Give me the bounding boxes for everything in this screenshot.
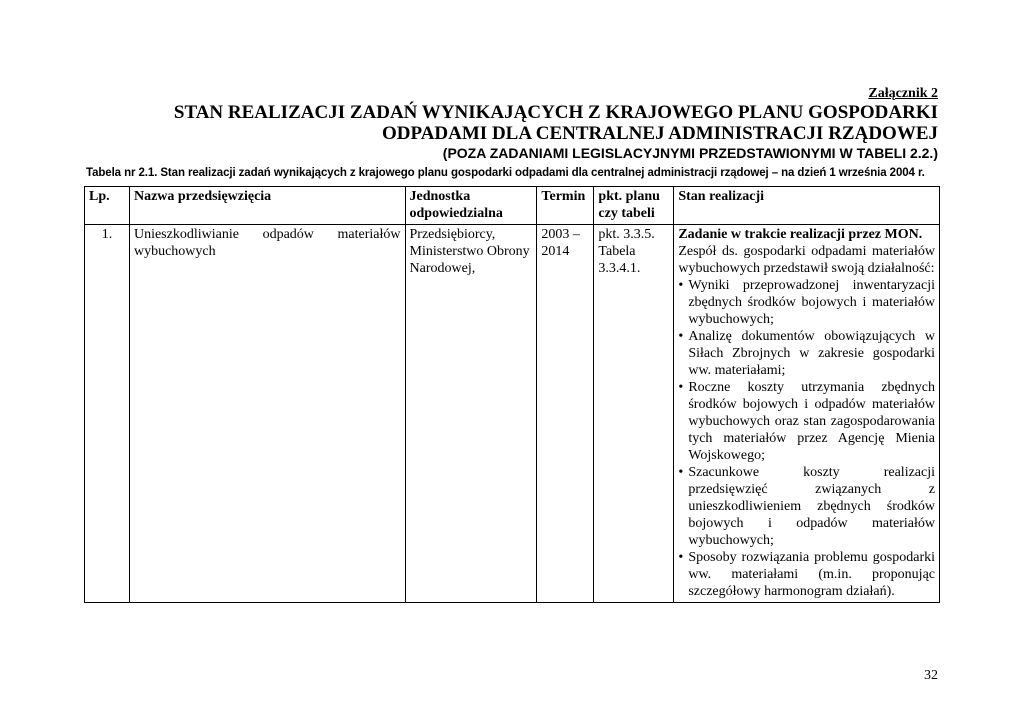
- status-table: [84, 186, 940, 603]
- attachment-label: Załącznik 2: [868, 86, 938, 101]
- cell-term: 2003 – 2014: [537, 225, 594, 603]
- column-header-name: Nazwa przedsięwzięcia: [129, 187, 405, 225]
- status-item-text: Roczne koszty utrzymania zbędnych środków bojowych i odpadów materiałów wybuchowych oraz stan zagospodarowania tych materiałów przez Agencję Mienia Wojskowego;: [688, 380, 935, 463]
- table-header-row: [85, 187, 940, 225]
- column-header-unit: Jednostka odpowiedzialna: [405, 187, 537, 225]
- column-header-lp: Lp.: [85, 187, 130, 225]
- status-item-text: Szacunkowe koszty realizacji przedsięwzięć związanych z unieszkodliwieniem zbędnych środków bojowych i odpadów materiałów wybuchowych;: [688, 465, 935, 548]
- cell-task-name: Unieszkodliwianie odpadów materiałów wybuchowych: [129, 225, 405, 603]
- bullet-icon: •: [678, 550, 684, 565]
- column-header-term: Termin: [537, 187, 594, 225]
- cell-responsible-unit: Przedsiębiorcy, Ministerstwo Obrony Narodowej,: [405, 225, 537, 603]
- bullet-icon: •: [678, 465, 684, 480]
- table-row: [85, 225, 940, 603]
- bullet-icon: •: [678, 380, 684, 395]
- column-header-status: Stan realizacji: [674, 187, 940, 225]
- status-list-item: [678, 379, 935, 464]
- status-item-text: Wyniki przeprowadzonej inwentaryzacji zbędnych środków bojowych i materiałów wybuchowych;: [688, 278, 935, 327]
- status-list-item: [678, 277, 935, 328]
- bullet-icon: •: [678, 278, 684, 293]
- status-list-item: [678, 328, 935, 379]
- column-header-point: pkt. planu czy tabeli: [594, 187, 674, 225]
- cell-status: [674, 225, 940, 603]
- bullet-icon: •: [678, 329, 684, 344]
- document-subtitle: (POZA ZADANIAMI LEGISLACYJNYMI PRZEDSTAWIONYMI W TABELI 2.2.): [442, 145, 938, 161]
- cell-lp: 1.: [85, 225, 130, 603]
- status-item-text: Sposoby rozwiązania problemu gospodarki ww. materiałami (m.in. proponując szczegółowy harmonogram działań).: [688, 550, 935, 599]
- cell-plan-point: pkt. 3.3.5. Tabela 3.3.4.1.: [594, 225, 674, 603]
- status-lead: Zadanie w trakcie realizacji przez MON.: [678, 227, 923, 242]
- status-intro: Zespół ds. gospodarki odpadami materiałów wybuchowych przedstawił swoją działalność:: [678, 244, 935, 276]
- status-list-item: [678, 464, 935, 549]
- status-list: [678, 277, 935, 600]
- document-title: STAN REALIZACJI ZADAŃ WYNIKAJĄCYCH Z KRAJOWEGO PLANU GOSPODARKI ODPADAMI DLA CENTRALNEJ ADMINISTRACJI RZĄDOWEJ: [173, 102, 938, 144]
- page-number: 32: [924, 668, 938, 683]
- status-list-item: [678, 549, 935, 600]
- table-caption: Tabela nr 2.1. Stan realizacji zadań wynikających z krajowego planu gospodarki odpadami dla centralnej administracji rządowej – na dzień 1 września 2004 r.: [86, 167, 925, 179]
- status-item-text: Analizę dokumentów obowiązujących w Siłach Zbrojnych w zakresie gospodarki ww. materiałami;: [688, 329, 935, 378]
